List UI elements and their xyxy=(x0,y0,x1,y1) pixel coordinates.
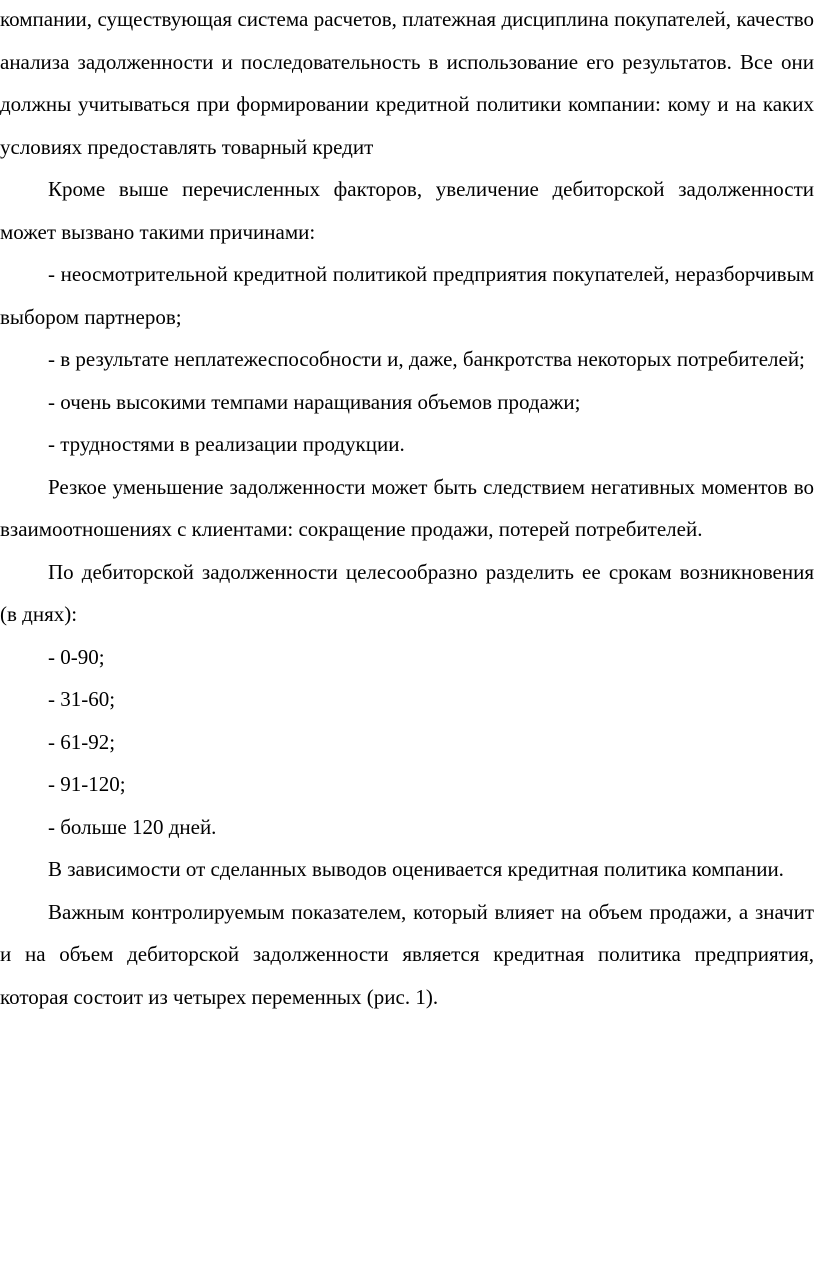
list-item-aging-over-120: - больше 120 дней. xyxy=(48,814,217,839)
list-item-high-sales-growth: - очень высокими темпами наращивания объемов продажи; xyxy=(48,389,581,414)
list-item-aging-91-120: - 91-120; xyxy=(48,772,126,796)
paragraph-sharp-decrease: Резкое уменьшение задолженности может быть следствием негативных моментов во взаимоотношениях с клиентами: сокращение продажи, потерей потребителей. xyxy=(0,474,814,541)
list-item-aging-31-60: - 31-60; xyxy=(48,687,116,711)
paragraph-aging-intro: По дебиторской задолженности целесообразно разделить ее срокам возникновения (в днях): xyxy=(0,559,814,626)
paragraph-credit-policy-variables: Важным контролируемым показателем, который влияет на объем продажи, а значит и на объем дебиторской задолженности является кредитная политика предприятия, которая состоит из четырех переменных (рис. 1). xyxy=(0,899,814,1009)
list-item-aging-61-92: - 61-92; xyxy=(48,729,116,754)
paragraph-receivables-causes-intro: Кроме выше перечисленных факторов, увеличение дебиторской задолженности может вызвано такими причинами: xyxy=(0,177,814,244)
paragraph-credit-policy-factors: компании, существующая система расчетов, платежная дисциплина покупателей, качество анализа задолженности и последовательность в использование его результатов. Все они должны учитываться при формировании кредитной политики компании: кому и на каких условиях предоставлять товарный кредит xyxy=(0,7,814,159)
list-item-aging-0-90: - 0-90; xyxy=(48,644,105,669)
list-item-sales-difficulties: - трудностями в реализации продукции. xyxy=(48,432,405,456)
paragraph-credit-policy-evaluation: В зависимости от сделанных выводов оценивается кредитная политика компании. xyxy=(48,857,784,881)
list-item-careless-credit-policy: - неосмотрительной кредитной политикой предприятия покупателей, неразборчивым выбором партнеров; xyxy=(0,262,814,329)
list-item-insolvency: - в результате неплатежеспособности и, даже, банкротства некоторых потребителей; xyxy=(48,347,805,371)
